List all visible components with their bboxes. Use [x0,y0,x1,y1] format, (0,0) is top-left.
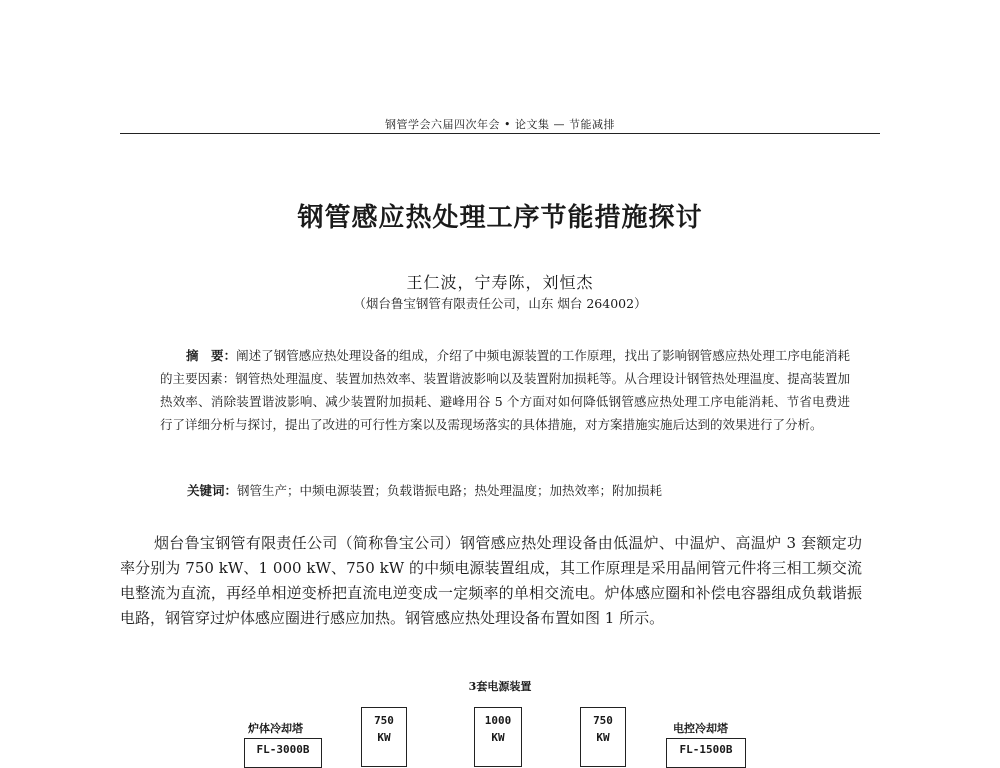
figure-power-unit-1 [361,707,407,767]
figure-left-model: FL-3000B [256,743,310,756]
power-unit-2-unit: KW [491,731,505,744]
paper-title: 钢管感应热处理工序节能措施探讨 [297,203,703,233]
figure-right-label: 电控冷却塔 [673,722,728,735]
paper-authors: 王仁波，宁寿陈，刘恒杰 [406,273,594,292]
paper-affiliation: （烟台鲁宝钢管有限责任公司，山东 烟台 264002） [353,296,647,311]
keywords-text: 钢管生产；中频电源装置；负载谐振电路；热处理温度；加热效率；附加损耗 [237,483,663,498]
figure-power-unit-2 [474,707,522,767]
header-rule [120,133,880,134]
power-unit-1-value: 750 [374,714,394,727]
keywords-label: 关键词： [187,483,238,498]
figure-right-model: FL-1500B [679,743,733,756]
abstract [160,344,850,436]
power-unit-3-unit: KW [596,731,610,744]
abstract-text: 阐述了钢管感应热处理设备的组成，介绍了中频电源装置的工作原理，找出了影响钢管感应热处理工序电能消耗的主要因素：钢管热处理温度、装置加热效率、装置谐波影响以及装置附加损耗等。从合理设计钢管热处理温度、提高装置加热效率、消除装置谐波影响、减少装置附加损耗、避峰用谷 5 个方面对如何降低钢管感应热处理工序电能消耗、节省电费进行了详细分析与探讨，提出了改进的可行性方案以及需现场落实的具体措施，对方案措施实施后达到的效果进行了分析。 [160,348,850,432]
figure-right-model-box [666,738,746,768]
figure-left-label: 炉体冷却塔 [248,722,303,735]
body-paragraph: 烟台鲁宝钢管有限责任公司（简称鲁宝公司）钢管感应热处理设备由低温炉、中温炉、高温炉 3 套额定功率分别为 750 kW、1 000 kW、750 kW 的中频电源装置组成，其工作原理是采用晶闸管元件将三相工频交流电整流为直流，再经单相逆变桥把直流电逆变成一定频率的单相交流电。炉体感应圈和补偿电容器组成负载谐振电路，钢管穿过炉体感应圈进行感应加热。钢管感应热处理设备布置如图 1 所示。 [120,534,862,627]
keywords [187,481,847,499]
figure-power-unit-3 [580,707,626,767]
power-unit-3-value: 750 [593,714,613,727]
power-unit-1-unit: KW [377,731,391,744]
power-unit-2-value: 1000 [484,714,512,727]
figure-left-model-box [244,738,322,768]
figure-group-label: 3套电源装置 [468,680,532,693]
running-header: 钢管学会六届四次年会 • 论文集 — 节能减排 [385,118,615,131]
abstract-label: 摘 要： [186,348,237,363]
